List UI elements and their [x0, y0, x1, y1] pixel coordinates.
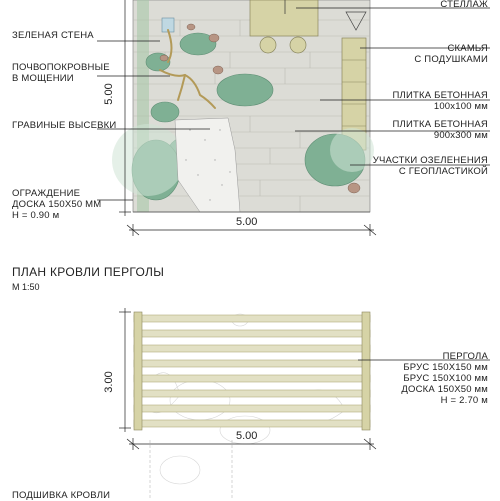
label-line: ЗЕЛЕНАЯ СТЕНА: [12, 30, 94, 41]
label-line: 900x300 мм: [433, 130, 488, 141]
pergola-title: ПЛАН КРОВЛИ ПЕРГОЛЫ: [12, 265, 165, 279]
label-line: БРУС 150X150 мм: [403, 362, 488, 373]
label-line: В МОЩЕНИИ: [12, 73, 74, 84]
label-line: ГРАВИНЫЕ ВЫСЕВКИ: [12, 120, 117, 131]
label-fence: [12, 188, 101, 221]
label-line: H = 2.70 м: [440, 395, 488, 406]
label-line: СКАМЬЯ: [447, 43, 488, 54]
label-line: ДОСКА 150X50 ММ: [12, 199, 102, 210]
stool-2: [290, 37, 306, 53]
dim-horizontal-plan: 5.00: [236, 216, 258, 228]
label-line: 100x100 мм: [433, 101, 488, 112]
label-gravel: [12, 120, 116, 131]
label-line: ПОЧВОПОКРОВНЫЕ: [12, 62, 110, 73]
pergola-beams: [134, 315, 370, 427]
shelf-element: [250, 0, 318, 36]
label-roof-lining: ПОДШИВКА КРОВЛИ: [12, 490, 111, 501]
label-line: ОГРАЖДЕНИЕ: [12, 188, 81, 199]
label-green-wall: [12, 30, 94, 41]
dim-vertical-pergola: 3.00: [103, 371, 115, 393]
dim-vertical-plan: 5.00: [103, 83, 115, 105]
label-line: ПЛИТКА БЕТОННАЯ: [392, 90, 488, 101]
label-line: H = 0.90 м: [12, 210, 60, 221]
label-line: БРУС 150X100 мм: [403, 373, 488, 384]
stool-1: [260, 37, 276, 53]
label-green-areas: [373, 155, 488, 177]
label-line: С ПОДУШКАМИ: [414, 54, 488, 65]
label-pergola: [401, 351, 488, 406]
label-shelf: [440, 0, 488, 10]
label-line: ДОСКА 150X50 мм: [401, 384, 488, 395]
label-line: СТЕЛЛАЖ: [440, 0, 488, 10]
label-groundcover: [12, 62, 110, 84]
pergola-scale: М 1:50: [12, 282, 40, 292]
dim-horizontal-pergola: 5.00: [236, 430, 258, 442]
label-line: ПЛИТКА БЕТОННАЯ: [392, 119, 488, 130]
label-tile-small: [393, 90, 488, 112]
label-line: С ГЕОПЛАСТИКОЙ: [398, 166, 488, 177]
label-bench: [414, 43, 488, 65]
label-line: ПЕРГОЛА: [442, 351, 488, 362]
label-line: УЧАСТКИ ОЗЕЛЕНЕНИЯ: [372, 155, 488, 166]
label-tile-large: [393, 119, 488, 141]
